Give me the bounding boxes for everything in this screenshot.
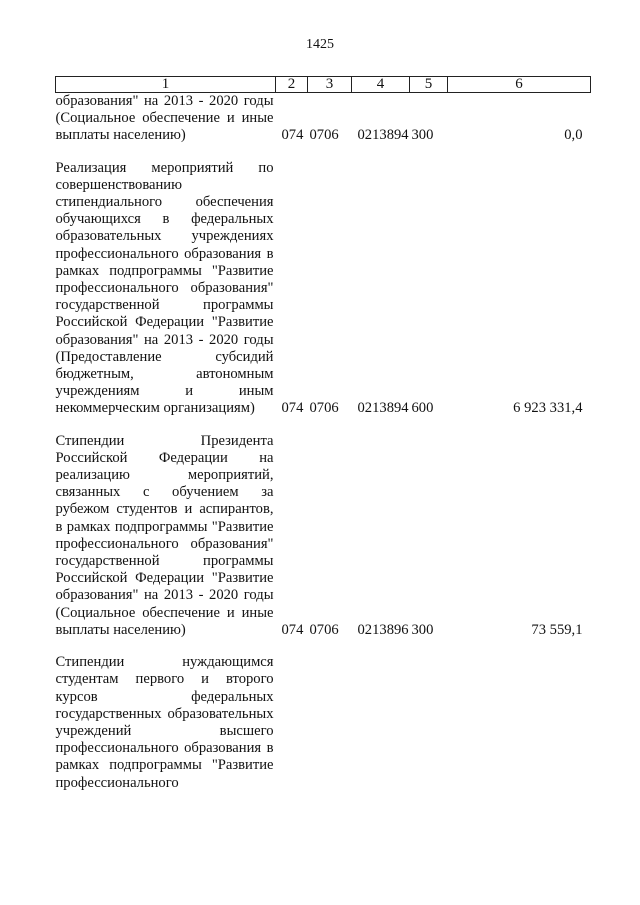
table-header-row [56, 77, 591, 93]
row-code-4 [352, 654, 410, 792]
row-amount: 0,0 [564, 127, 583, 144]
budget-table [55, 76, 591, 792]
table-row [56, 93, 591, 145]
row-code-2 [276, 654, 308, 792]
row-code-2: 074 [281, 127, 304, 144]
row-description [56, 93, 276, 145]
row-description-text: Стипендии Президента Российской Федерации на реализацию мероприятий, связанных с обучением за рубежом студентов и аспирантов, в рамках подпрограммы "Развитие профессионального образования" государственной программы Российской Федерации "Развитие образования" на 2013 - 2020 годы (Социальное обеспечение и иные выплаты населению) [55, 432, 274, 638]
row-description [56, 654, 276, 792]
row-code-2: 074 [281, 400, 304, 417]
row-code-5: 600 [411, 400, 434, 417]
row-code-3: 0706 [309, 127, 339, 144]
row-code-4: 0213896 [357, 621, 409, 638]
row-description-text: Стипендии нуждающимся студентам первого и второго курсов федеральных государственных образовательных учреждений высшего профессионального образования в рамках подпрограммы "Развитие профессионального [55, 654, 274, 791]
row-code-5: 300 [411, 127, 434, 144]
page-number: 1425 [306, 37, 334, 52]
column-header-4: 4 [352, 77, 410, 93]
row-code-4: 0213894 [357, 400, 409, 417]
row-code-5: 300 [411, 621, 434, 638]
row-code-2: 074 [281, 621, 304, 638]
column-header-2: 2 [276, 77, 308, 93]
row-amount: 73 559,1 [531, 621, 583, 638]
column-header-6: 6 [448, 77, 591, 93]
row-code-5 [410, 654, 448, 792]
row-code-3: 0706 [309, 621, 339, 638]
table-row [56, 160, 591, 418]
table-row [56, 433, 591, 639]
row-amount: 6 923 331,4 [513, 400, 583, 417]
column-header-5: 5 [410, 77, 448, 93]
row-amount [448, 654, 591, 792]
row-description-text: образования" на 2013 - 2020 годы (Социальное обеспечение и иные выплаты населению) [55, 93, 274, 144]
row-code-3 [308, 654, 352, 792]
table-row [56, 654, 591, 792]
row-code-4: 0213894 [357, 127, 409, 144]
column-header-3: 3 [308, 77, 352, 93]
row-description-text: Реализация мероприятий по совершенствованию стипендиального обеспечения обучающихся в федеральных образовательных учреждениях профессионального образования в рамках подпрограммы "Развитие профессионального образования" государственной программы Российской Федерации "Развитие образования" на 2013 - 2020 годы (Предоставление субсидий бюджетным, автономным учреждениям и иным некоммерческим организациям) [55, 159, 274, 417]
row-description [56, 433, 276, 639]
row-code-3: 0706 [309, 400, 339, 417]
row-description [56, 160, 276, 418]
column-header-1: 1 [56, 77, 276, 93]
